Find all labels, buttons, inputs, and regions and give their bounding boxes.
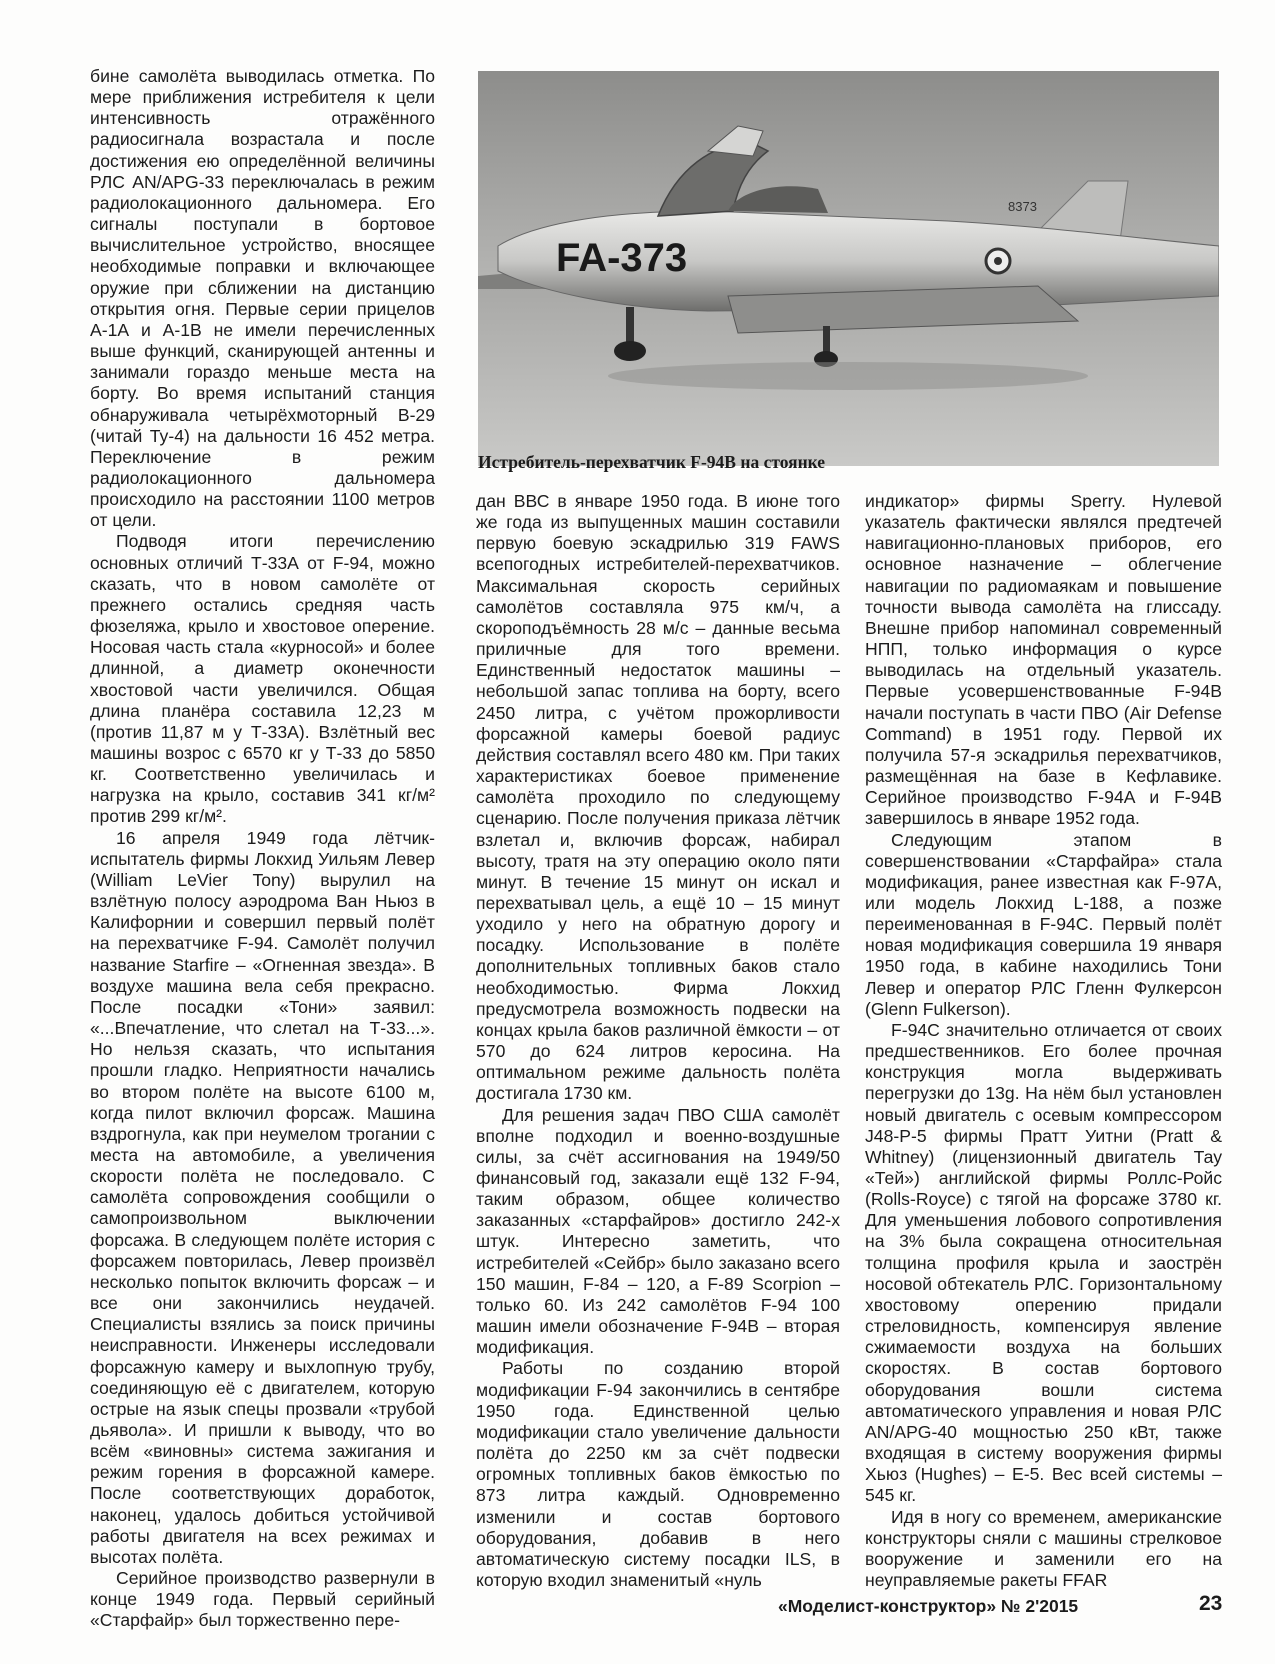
paragraph: 16 апреля 1949 года лётчик-испытатель фирмы Локхид Уильям Левер (William LeVier Tony) вырулил на взлётную полосу аэродрома Ван Ньюз в Калифорнии и совершил первый полёт на перехватчике F-94. Самолёт получил название Starfire – «Огненная звезда». В воздухе машина вела себя прекрасно. После посадки «Тони» заявил: «...Впечатление, что слетал на Т-33...». Но нельзя сказать, что испытания прошли гладко. Неприятности начались во втором полёте на высоте 6100 м, когда пилот включил форсаж. Машина вздрогнула, как при неумелом трогании с места на автомобиле, а увеличения скорости полёта не последовало. С самолёта сопровождения сообщили о самопроизвольном выключении форсажа. В следующем полёте история с форсажем повторилась, Левер произвёл несколько попыток включить форсаж – и все они закончились неудачей. Специалисты взялись за поиск причины неисправности. Инженеры исследовали форсажную камеру и выхлопную трубу, соединяющую её с двигателем, которую острые на язык спецы прозвали «трубой дьявола». И пришли к выводу, что во всём «виновны» система зажигания и режим горения в форсажной камере. После соответствующих доработок, наконец, удалось добиться устойчивой работы двигателя на всех режимах и высотах полёта.: [90, 827, 435, 1567]
paragraph: Подводя итоги перечислению основных отличий Т-33А от F-94, можно сказать, что в новом самолёте от прежнего остались средняя часть фюзеляжа, крыло и хвостовое оперение. Носовая часть стала «курносой» и более длинной, а диаметр оконечности хвостовой части увеличился. Общая длина планёра составила 12,23 м (против 11,87 м у Т-33А). Взлётный вес машины возрос с 6570 кг у Т-33 до 5850 кг. Соответственно увеличилась и нагрузка на крыло, составив 341 кг/м² против 299 кг/м².: [90, 531, 435, 827]
journal-title: «Моделист-конструктор» № 2'2015: [778, 1596, 1079, 1616]
paragraph: Серийное производство развернули в конце 1949 года. Первый серийный «Старфайр» был торжественно пере-: [90, 1568, 435, 1631]
text-column-1: [90, 66, 435, 1632]
nose-code-marking: FA-373: [556, 236, 688, 280]
text-column-2: [476, 491, 840, 1591]
text-column-3: [865, 491, 1222, 1591]
f94b-aircraft-image: [478, 71, 1219, 466]
paragraph: бине самолёта выводилась отметка. По мере приближения истребителя к цели интенсивность отражённого радиосигнала возрастала и после достижения ею определённой величины РЛС AN/APG-33 переключалась в режим радиолокационного дальномера. Его сигналы поступали в бортовое вычислительное устройство, вносящее необходимые поправки и включающее оружие при сближении на дистанцию открытия огня. Первые серии прицелов А-1А и А-1В не имели перечисленных выше функций, сканирующей антенны и занимали гораздо меньше места на борту. Во время испытаний станция обнаруживала четырёхмоторный В-29 (читай Ту-4) на дальности 16 452 метра. Переключение в режим радиолокационного дальномера происходило на расстоянии 1100 метров от цели.: [90, 66, 435, 531]
paragraph: Идя в ногу со временем, американские конструкторы сняли с машины стрелковое вооружение и заменили его на неуправляемые ракеты FFAR: [865, 1506, 1222, 1590]
photo-caption: Истребитель-перехватчик F-94B на стоянке: [478, 452, 826, 472]
aircraft-photo: [478, 71, 1219, 466]
paragraph: Для решения задач ПВО США самолёт вполне подходил и военно-воздушные силы, за счёт ассигнования на 1949/50 финансовый год, заказали ещё 132 F-94, таким образом, общее количество заказанных «старфайров» достигло 242-х штук. Интересно заметить, что истребителей «Сейбр» было заказано всего 150 машин, F-84 – 120, а F-89 Scorpion – только 60. Из 242 самолётов F-94 100 машин имели обозначение F-94B – вторая модификация.: [476, 1104, 840, 1358]
paragraph: Работы по созданию второй модификации F-94 закончились в сентябре 1950 года. Единственной целью модификации стало увеличение дальности полёта до 2250 км за счёт подвески огромных топливных баков ёмкостью по 873 литра каждый. Одновременно изменили и состав бортового оборудования, добавив в него автоматическую систему посадки ILS, в которую входил знаменитый «нуль: [476, 1358, 840, 1590]
paragraph: дан ВВС в январе 1950 года. В июне того же года из выпущенных машин составили первую боевую эскадрилью 319 FAWS всепогодных истребителей-перехватчиков. Максимальная скорость серийных самолётов составляла 975 км/ч, а скороподъёмность 28 м/с – данные весьма приличные для того времени. Единственный недостаток машины – небольшой запас топлива на борту, всего 2450 литра, с учётом прожорливости форсажной камеры боевой радиус действия составлял всего 480 км. При таких характеристиках боевое применение самолёта проходило по следующему сценарию. После получения приказа лётчик взлетал и, включив форсаж, набирал высоту, тратя на эту операцию около пяти минут. В течение 15 минут он искал и перехватывал цель, а ещё 10 – 15 минут уходило у него на обратную дорогу и посадку. Использование в полёте дополнительных топливных баков стало необходимостью. Фирма Локхид предусмотрела возможность подвески на концах крыла баков различной ёмкости – от 570 до 624 литров керосина. На оптимальном режиме дальность полёта достигала 1730 км.: [476, 491, 840, 1104]
paragraph: индикатор» фирмы Sperry. Нулевой указатель фактически являлся предтечей навигационно-плановых приборов, его основное назначение – облегчение навигации по радиомаякам и повышение точности вывода самолёта на глиссаду. Внешне прибор напоминал современный НПП, только информация о курсе выводилась на отдельный указатель. Первые усовершенствованные F-94B начали поступать в части ПВО (Air Defense Command) в 1951 году. Первой их получила 57-я эскадрилья перехватчиков, размещённая на базе в Кефлавике. Серийное производство F-94A и F-94B завершилось в январе 1952 года.: [865, 491, 1222, 829]
paragraph: Следующим этапом в совершенствовании «Старфайра» стала модификация, ранее известная как F-97A, или модель Локхид L-188, а позже переименованная в F-94C. Первый полёт новая модификация совершила 19 января 1950 года, в кабине находились Тони Левер и оператор РЛС Гленн Фулкерсон (Glenn Fulkerson).: [865, 829, 1222, 1019]
page-number: 23: [1199, 1592, 1223, 1615]
tail-number-marking: 8373: [1008, 199, 1037, 214]
paragraph: F-94C значительно отличается от своих предшественников. Его более прочная конструкция могла выдерживать перегрузки до 13g. На нём был установлен новый двигатель с осевым компрессором J48-P-5 фирмы Пратт Уитни (Pratt & Whitney) (лицензионный двигатель Тау «Тей») английской фирмы Роллс-Ройс (Rolls-Royce) с тягой на форсаже 3780 кг. Для уменьшения лобового сопротивления на 3% была сокращена относительная толщина профиля крыла и заострён носовой обтекатель РЛС. Горизонтальному хвостовому оперению придали стреловидность, компенсируя явление сжимаемости воздуха на больших скоростях. В состав бортового оборудования вошли система автоматического управления и новая РЛС AN/APG-40 мощностью 250 кВт, также входящая в систему вооружения фирмы Хьюз (Hughes) – Е-5. Вес всей системы – 545 кг.: [865, 1019, 1222, 1506]
